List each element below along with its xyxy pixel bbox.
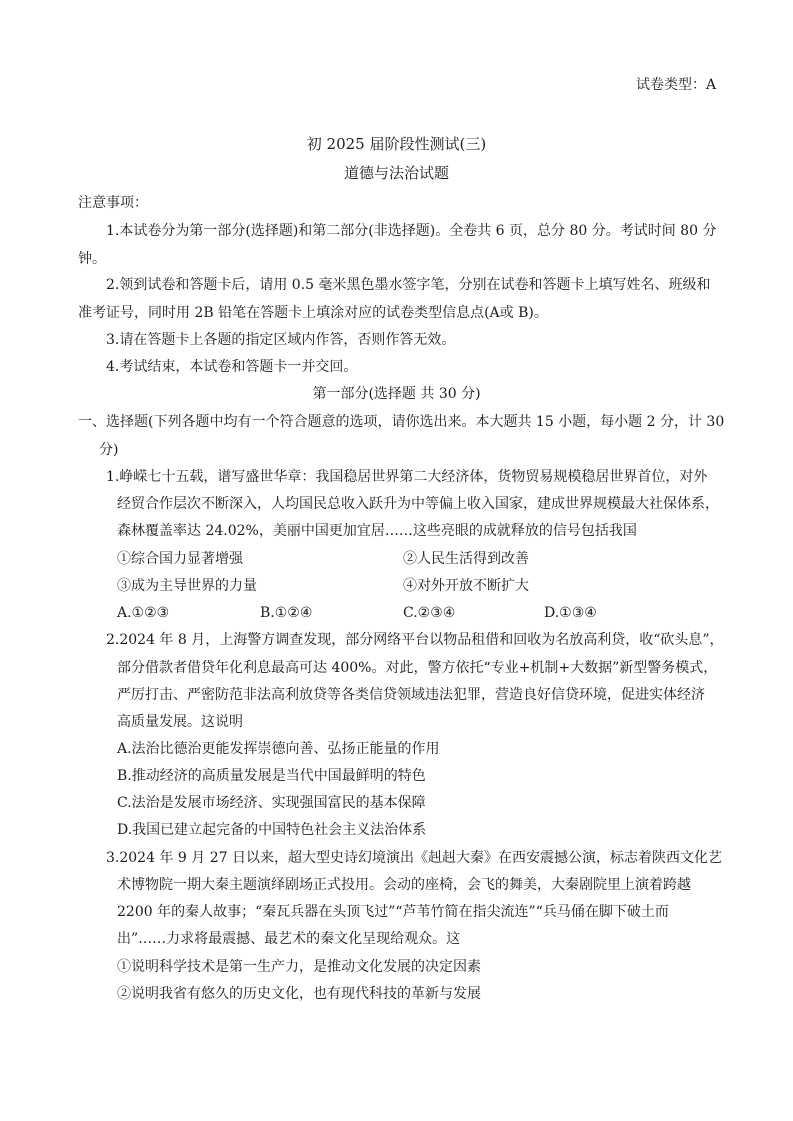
question-2-stem: 高质量发展。这说明	[117, 714, 243, 730]
question-2-option-c: C.法治是发展市场经济、实现强国富民的基本保障	[117, 795, 426, 811]
question-2-stem: 部分借款者借贷年化利息最高可达 400%。对此，警方依托“专业+机制+大数据”新型警务模式，	[117, 660, 718, 676]
note-line: 准考证号，同时用 2B 铅笔在答题卡上填涂对应的试卷类型信息点(A或 B)。	[78, 305, 548, 321]
question-1-statement: ①综合国力显著增强	[117, 551, 243, 567]
question-1-option-a: A.①②③	[117, 605, 170, 621]
section-heading: 一、选择题(下列各题中均有一个符合题意的选项，请你选出来。本大题共 15 小题，每小题 2 分，计 30	[78, 414, 725, 430]
note-line: 1.本试卷分为第一部分(选择题)和第二部分(非选择题)。全卷共 6 页，总分 80 分。考试时间 80 分	[106, 223, 717, 239]
notes-heading: 注意事项：	[78, 195, 148, 211]
question-2-option-a: A.法治比德治更能发挥崇德向善、弘扬正能量的作用	[117, 741, 440, 757]
question-2-option-d: D.我国已建立起完备的中国特色社会主义法治体系	[117, 822, 427, 838]
question-3-stem: 3.2024 年 9 月 27 日以来，超大型史诗幻境演出《赳赳大秦》在西安震撼公演，标志着陕西文化艺	[106, 850, 722, 866]
section-heading-cont: 分)	[99, 442, 119, 458]
note-line: 2.领到试卷和答题卡后，请用 0.5 毫米黑色墨水签字笔，分别在试卷和答题卡上填写姓名、班级和	[106, 277, 711, 293]
note-line: 钟。	[78, 251, 106, 267]
note-line: 3.请在答题卡上各题的指定区域内作答，否则作答无效。	[106, 332, 456, 348]
question-3-statement: ①说明科学技术是第一生产力，是推动文化发展的决定因素	[117, 959, 481, 975]
exam-type-label: 试卷类型：A	[636, 77, 717, 93]
question-1-stem: 1.峥嵘七十五载，谱写盛世华章：我国稳居世界第二大经济体，货物贸易规模稳居世界首位，对外	[106, 469, 708, 485]
question-1-statement: ②人民生活得到改善	[403, 551, 529, 567]
question-2-option-b: B.推动经济的高质量发展是当代中国最鲜明的特色	[117, 768, 426, 784]
question-1-statement: ④对外开放不断扩大	[403, 578, 529, 594]
question-2-stem: 严厉打击、严密防范非法高利放贷等各类信贷领域违法犯罪，营造良好信贷环境，促进实体经济	[117, 687, 705, 703]
question-1-stem: 经贸合作层次不断深入，人均国民总收入跃升为中等偏上收入国家，建成世界规模最大社保体系，	[117, 496, 719, 512]
exam-subject-title: 道德与法治试题	[343, 164, 449, 182]
question-2-stem: 2.2024 年 8 月，上海警方调查发现，部分网络平台以物品租借和回收为名放高利贷，收“砍头息”，	[106, 632, 724, 648]
question-1-stem: 森林覆盖率达 24.02%，美丽中国更加宜居……这些亮眼的成就释放的信号包括我国	[117, 523, 637, 539]
question-3-stem: 2200 年的秦人故事；“秦瓦兵器在头顶飞过”“芦苇竹简在指尖流连”“兵马俑在脚下破土而	[117, 904, 669, 920]
question-3-statement: ②说明我省有悠久的历史文化，也有现代科技的革新与发展	[117, 986, 481, 1002]
question-3-stem: 术博物院一期大秦主题演绎剧场正式投用。会动的座椅，会飞的舞美，大秦剧院里上演着跨越	[117, 877, 691, 893]
question-1-statement: ③成为主导世界的力量	[117, 578, 257, 594]
question-1-option-c: C.②③④	[403, 605, 456, 621]
question-1-option-b: B.①②④	[260, 605, 313, 621]
part-one-title: 第一部分(选择题 共 30 分)	[312, 386, 481, 402]
question-1-option-d: D.①③④	[544, 605, 597, 621]
note-line: 4.考试结束，本试卷和答题卡一并交回。	[106, 359, 358, 375]
exam-title: 初 2025 届阶段性测试(三)	[306, 135, 487, 153]
question-3-stem: 出”……力求将最震撼、最艺术的秦文化呈现给观众。这	[117, 931, 461, 947]
